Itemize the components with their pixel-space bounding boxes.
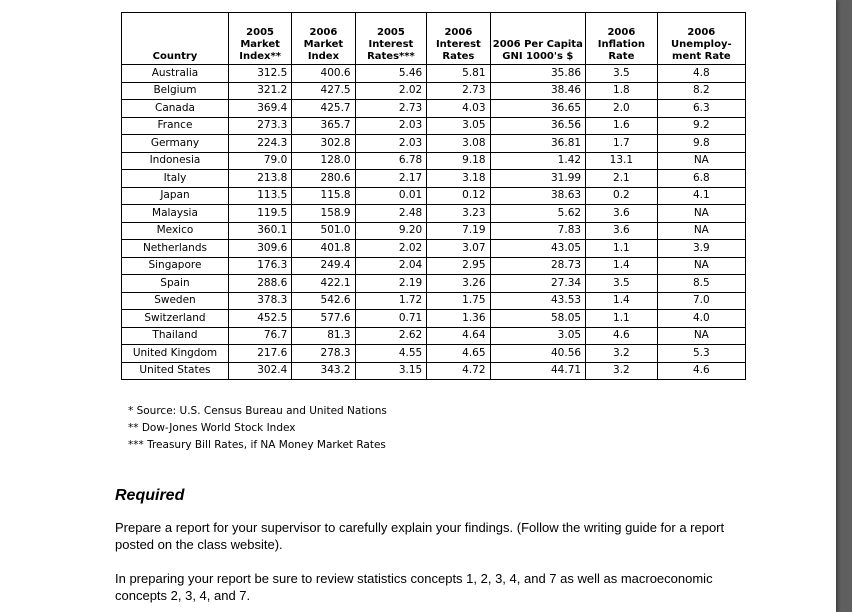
value-cell: 378.3 bbox=[228, 292, 291, 310]
country-cell: Australia bbox=[122, 65, 229, 83]
value-cell: 1.75 bbox=[427, 292, 490, 310]
country-cell: Netherlands bbox=[122, 240, 229, 258]
value-cell: 43.05 bbox=[490, 240, 586, 258]
value-cell: 3.05 bbox=[490, 327, 586, 345]
value-cell: 2.95 bbox=[427, 257, 490, 275]
footnote-interest-rates: *** Treasury Bill Rates, if NA Money Market Rates bbox=[128, 439, 386, 451]
value-cell: 2.48 bbox=[355, 205, 427, 223]
value-cell: 44.71 bbox=[490, 362, 586, 380]
table-row bbox=[122, 362, 746, 380]
value-cell: 1.6 bbox=[586, 117, 658, 135]
value-cell: 3.26 bbox=[427, 275, 490, 293]
value-cell: 79.0 bbox=[228, 152, 291, 170]
table-row bbox=[122, 65, 746, 83]
value-cell: 7.19 bbox=[427, 222, 490, 240]
footnotes bbox=[128, 403, 387, 454]
value-cell: 58.05 bbox=[490, 310, 586, 328]
value-cell: 76.7 bbox=[228, 327, 291, 345]
country-cell: France bbox=[122, 117, 229, 135]
table-row bbox=[122, 275, 746, 293]
value-cell: 5.46 bbox=[355, 65, 427, 83]
value-cell: 4.1 bbox=[657, 187, 745, 205]
value-cell: 38.46 bbox=[490, 82, 586, 100]
value-cell: 3.07 bbox=[427, 240, 490, 258]
value-cell: 1.42 bbox=[490, 152, 586, 170]
value-cell: 343.2 bbox=[292, 362, 355, 380]
value-cell: 27.34 bbox=[490, 275, 586, 293]
value-cell: 4.6 bbox=[657, 362, 745, 380]
value-cell: 5.3 bbox=[657, 345, 745, 363]
value-cell: 13.1 bbox=[586, 152, 658, 170]
value-cell: 422.1 bbox=[292, 275, 355, 293]
value-cell: 2.02 bbox=[355, 240, 427, 258]
footnote-source: * Source: U.S. Census Bureau and United Nations bbox=[128, 405, 387, 417]
value-cell: 6.78 bbox=[355, 152, 427, 170]
table-row bbox=[122, 292, 746, 310]
value-cell: 38.63 bbox=[490, 187, 586, 205]
column-header: Country bbox=[122, 13, 229, 65]
table-row bbox=[122, 170, 746, 188]
value-cell: NA bbox=[657, 152, 745, 170]
value-cell: 401.8 bbox=[292, 240, 355, 258]
value-cell: 8.2 bbox=[657, 82, 745, 100]
value-cell: 36.65 bbox=[490, 100, 586, 118]
value-cell: 321.2 bbox=[228, 82, 291, 100]
value-cell: 5.62 bbox=[490, 205, 586, 223]
value-cell: NA bbox=[657, 222, 745, 240]
economic-data-table bbox=[121, 12, 746, 380]
country-cell: Singapore bbox=[122, 257, 229, 275]
value-cell: 425.7 bbox=[292, 100, 355, 118]
value-cell: 3.08 bbox=[427, 135, 490, 153]
value-cell: 280.6 bbox=[292, 170, 355, 188]
value-cell: 288.6 bbox=[228, 275, 291, 293]
value-cell: 0.71 bbox=[355, 310, 427, 328]
value-cell: 273.3 bbox=[228, 117, 291, 135]
value-cell: 542.6 bbox=[292, 292, 355, 310]
value-cell: 3.23 bbox=[427, 205, 490, 223]
country-cell: Sweden bbox=[122, 292, 229, 310]
table-row bbox=[122, 100, 746, 118]
column-header: 2005 Interest Rates*** bbox=[355, 13, 427, 65]
value-cell: 213.8 bbox=[228, 170, 291, 188]
value-cell: 4.64 bbox=[427, 327, 490, 345]
table-row bbox=[122, 345, 746, 363]
value-cell: 119.5 bbox=[228, 205, 291, 223]
table-row bbox=[122, 82, 746, 100]
column-header: 2005 Market Index** bbox=[228, 13, 291, 65]
value-cell: 4.0 bbox=[657, 310, 745, 328]
value-cell: 36.56 bbox=[490, 117, 586, 135]
value-cell: 2.04 bbox=[355, 257, 427, 275]
footnote-market-index: ** Dow-Jones World Stock Index bbox=[128, 422, 296, 434]
value-cell: 3.15 bbox=[355, 362, 427, 380]
table-row bbox=[122, 205, 746, 223]
column-header: 2006 Inflation Rate bbox=[586, 13, 658, 65]
column-header: 2006 Interest Rates bbox=[427, 13, 490, 65]
table-row bbox=[122, 222, 746, 240]
value-cell: 0.2 bbox=[586, 187, 658, 205]
value-cell: 81.3 bbox=[292, 327, 355, 345]
country-cell: Indonesia bbox=[122, 152, 229, 170]
value-cell: 312.5 bbox=[228, 65, 291, 83]
table-row bbox=[122, 152, 746, 170]
value-cell: 2.73 bbox=[355, 100, 427, 118]
table-row bbox=[122, 327, 746, 345]
required-paragraph-1: Prepare a report for your supervisor to carefully explain your findings. (Follow the writing guide for a report posted on the class website). bbox=[115, 520, 725, 552]
value-cell: 3.2 bbox=[586, 345, 658, 363]
value-cell: 9.8 bbox=[657, 135, 745, 153]
value-cell: 9.18 bbox=[427, 152, 490, 170]
value-cell: 113.5 bbox=[228, 187, 291, 205]
value-cell: NA bbox=[657, 327, 745, 345]
value-cell: 128.0 bbox=[292, 152, 355, 170]
value-cell: 3.6 bbox=[586, 205, 658, 223]
value-cell: 1.36 bbox=[427, 310, 490, 328]
value-cell: 1.8 bbox=[586, 82, 658, 100]
table-row bbox=[122, 257, 746, 275]
value-cell: 1.4 bbox=[586, 257, 658, 275]
table-row bbox=[122, 135, 746, 153]
country-cell: United States bbox=[122, 362, 229, 380]
country-cell: Italy bbox=[122, 170, 229, 188]
value-cell: 3.9 bbox=[657, 240, 745, 258]
table-header bbox=[122, 13, 746, 65]
value-cell: 4.03 bbox=[427, 100, 490, 118]
value-cell: 0.01 bbox=[355, 187, 427, 205]
value-cell: 365.7 bbox=[292, 117, 355, 135]
value-cell: 7.83 bbox=[490, 222, 586, 240]
value-cell: 302.8 bbox=[292, 135, 355, 153]
value-cell: 8.5 bbox=[657, 275, 745, 293]
value-cell: 9.20 bbox=[355, 222, 427, 240]
value-cell: 369.4 bbox=[228, 100, 291, 118]
value-cell: 2.03 bbox=[355, 135, 427, 153]
value-cell: 224.3 bbox=[228, 135, 291, 153]
value-cell: 501.0 bbox=[292, 222, 355, 240]
value-cell: 31.99 bbox=[490, 170, 586, 188]
value-cell: 115.8 bbox=[292, 187, 355, 205]
value-cell: 1.1 bbox=[586, 240, 658, 258]
value-cell: 4.55 bbox=[355, 345, 427, 363]
value-cell: 2.03 bbox=[355, 117, 427, 135]
table-row bbox=[122, 240, 746, 258]
value-cell: 4.6 bbox=[586, 327, 658, 345]
value-cell: 36.81 bbox=[490, 135, 586, 153]
table-row bbox=[122, 117, 746, 135]
value-cell: 3.5 bbox=[586, 65, 658, 83]
value-cell: 4.72 bbox=[427, 362, 490, 380]
value-cell: 278.3 bbox=[292, 345, 355, 363]
value-cell: 3.5 bbox=[586, 275, 658, 293]
value-cell: 2.62 bbox=[355, 327, 427, 345]
country-cell: Spain bbox=[122, 275, 229, 293]
value-cell: 1.4 bbox=[586, 292, 658, 310]
value-cell: 1.72 bbox=[355, 292, 427, 310]
value-cell: 2.0 bbox=[586, 100, 658, 118]
value-cell: NA bbox=[657, 205, 745, 223]
value-cell: 40.56 bbox=[490, 345, 586, 363]
table-row bbox=[122, 187, 746, 205]
value-cell: 0.12 bbox=[427, 187, 490, 205]
value-cell: 3.2 bbox=[586, 362, 658, 380]
value-cell: 249.4 bbox=[292, 257, 355, 275]
value-cell: 9.2 bbox=[657, 117, 745, 135]
value-cell: 5.81 bbox=[427, 65, 490, 83]
table-body bbox=[122, 65, 746, 380]
value-cell: 35.86 bbox=[490, 65, 586, 83]
value-cell: 4.65 bbox=[427, 345, 490, 363]
header-row bbox=[122, 13, 746, 65]
country-cell: Switzerland bbox=[122, 310, 229, 328]
column-header: 2006 Unemploy-ment Rate bbox=[657, 13, 745, 65]
value-cell: 176.3 bbox=[228, 257, 291, 275]
value-cell: 2.02 bbox=[355, 82, 427, 100]
country-cell: Germany bbox=[122, 135, 229, 153]
value-cell: 3.18 bbox=[427, 170, 490, 188]
value-cell: 452.5 bbox=[228, 310, 291, 328]
value-cell: 3.05 bbox=[427, 117, 490, 135]
country-cell: Canada bbox=[122, 100, 229, 118]
value-cell: 6.8 bbox=[657, 170, 745, 188]
table-row bbox=[122, 310, 746, 328]
country-cell: Malaysia bbox=[122, 205, 229, 223]
required-heading: Required bbox=[115, 487, 185, 504]
country-cell: United Kingdom bbox=[122, 345, 229, 363]
value-cell: NA bbox=[657, 257, 745, 275]
country-cell: Thailand bbox=[122, 327, 229, 345]
value-cell: 28.73 bbox=[490, 257, 586, 275]
value-cell: 158.9 bbox=[292, 205, 355, 223]
value-cell: 43.53 bbox=[490, 292, 586, 310]
value-cell: 309.6 bbox=[228, 240, 291, 258]
value-cell: 1.1 bbox=[586, 310, 658, 328]
country-cell: Belgium bbox=[122, 82, 229, 100]
value-cell: 3.6 bbox=[586, 222, 658, 240]
value-cell: 2.19 bbox=[355, 275, 427, 293]
country-cell: Mexico bbox=[122, 222, 229, 240]
value-cell: 400.6 bbox=[292, 65, 355, 83]
column-header: 2006 Market Index bbox=[292, 13, 355, 65]
value-cell: 6.3 bbox=[657, 100, 745, 118]
value-cell: 1.7 bbox=[586, 135, 658, 153]
value-cell: 2.17 bbox=[355, 170, 427, 188]
value-cell: 2.1 bbox=[586, 170, 658, 188]
value-cell: 217.6 bbox=[228, 345, 291, 363]
required-paragraph-2: In preparing your report be sure to review statistics concepts 1, 2, 3, 4, and 7 as well as macroeconomic concepts 2, 3, 4, and 7. bbox=[115, 571, 713, 603]
value-cell: 302.4 bbox=[228, 362, 291, 380]
country-cell: Japan bbox=[122, 187, 229, 205]
value-cell: 4.8 bbox=[657, 65, 745, 83]
value-cell: 427.5 bbox=[292, 82, 355, 100]
value-cell: 577.6 bbox=[292, 310, 355, 328]
column-header: 2006 Per Capita GNI 1000's $ bbox=[490, 13, 586, 65]
value-cell: 7.0 bbox=[657, 292, 745, 310]
value-cell: 2.73 bbox=[427, 82, 490, 100]
value-cell: 360.1 bbox=[228, 222, 291, 240]
